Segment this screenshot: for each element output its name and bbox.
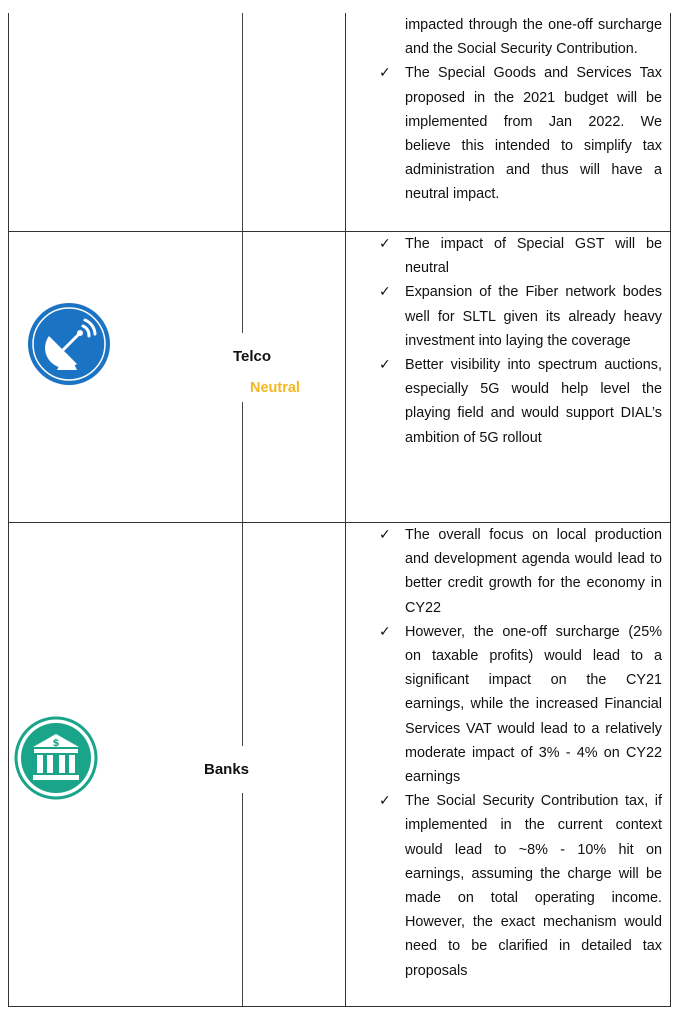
bullet-list — [366, 232, 662, 450]
sector-rating-divider — [242, 523, 243, 746]
list-item — [366, 523, 662, 620]
rating-badge: Neutral — [250, 380, 300, 396]
sector-rating-divider — [242, 232, 243, 333]
checkmark-icon: ✓ — [379, 65, 391, 82]
checkmark-icon: ✓ — [379, 793, 391, 810]
bullet-list — [366, 523, 662, 983]
list-item — [366, 13, 662, 61]
table-row — [8, 232, 671, 522]
bullet-text: However, the one-off surcharge (25% on taxable profits) would lead to a significant impact on the CY21 earnings, while the increased Financial Services VAT would lead to a relatively moderate impact of 3% - 4% on CY22 earnings — [405, 623, 662, 786]
checkmark-icon: ✓ — [379, 527, 391, 543]
list-item — [366, 232, 662, 280]
sector-rating-divider — [242, 402, 243, 522]
list-item — [366, 620, 662, 789]
sector-name: Telco — [233, 348, 272, 365]
table-row — [8, 13, 671, 231]
satellite-dish-icon — [27, 302, 111, 391]
bullet-text: Better visibility into spectrum auctions, especially 5G would help level the playing field and would support DIAL’s ambition of 5G rollout — [405, 357, 662, 446]
list-item — [366, 353, 662, 450]
svg-text:$: $ — [52, 738, 60, 749]
bullet-text: The Social Security Contribution tax, if implemented in the current context would lead to ~8% - 10% hit on earnings, assuming the charge will be made on total operating income. However, the exact mechanism would need to be clarified in detailed tax proposals — [405, 793, 662, 979]
bullet-text: The impact of Special GST will be neutral — [405, 236, 662, 277]
checkmark-icon: ✓ — [379, 284, 391, 301]
checkmark-icon: ✓ — [379, 357, 391, 374]
bullet-text: The Special Goods and Services Tax proposed in the 2021 budget will be implemented from Jan 2022. We believe this intended to simplify tax administration and thus will have a neutral impact. — [405, 65, 662, 203]
sector-rating-divider — [242, 13, 243, 231]
list-item — [366, 789, 662, 983]
checkmark-icon: ✓ — [379, 623, 391, 640]
bullet-text: The overall focus on local production and development agenda would lead to better credit growth for the economy in CY22 — [405, 527, 662, 616]
table-bottom-border — [8, 1006, 671, 1007]
sector-name: Banks — [204, 761, 250, 778]
bullet-text: impacted through the one-off surcharge and the Social Security Contribution. — [405, 17, 662, 58]
checkmark-icon: ✓ — [379, 236, 391, 252]
sector-table — [8, 13, 671, 1007]
bullet-text: Expansion of the Fiber network bodes well for SLTL given its already heavy investment into laying the coverage — [405, 284, 662, 349]
bullet-list — [366, 13, 662, 207]
sector-rating-divider — [242, 793, 243, 1006]
list-item — [366, 280, 662, 353]
list-item — [366, 61, 662, 206]
table-row — [8, 523, 671, 1006]
bank-icon — [14, 716, 98, 805]
